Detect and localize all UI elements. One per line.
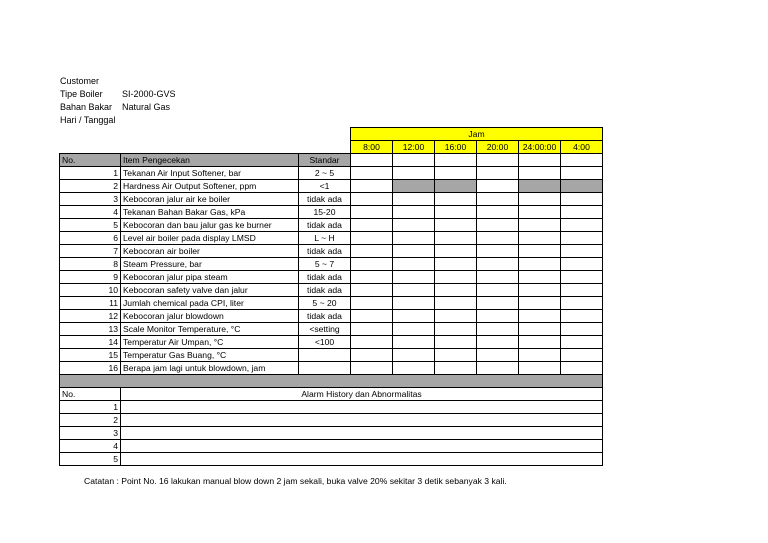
check-cell[interactable] [351, 310, 393, 323]
table-row [60, 245, 603, 258]
check-cell[interactable] [435, 245, 477, 258]
row-standar: tidak ada [299, 245, 351, 258]
check-cell[interactable] [435, 271, 477, 284]
row-no: 4 [60, 206, 121, 219]
check-cell [561, 180, 603, 193]
check-cell[interactable] [435, 310, 477, 323]
row-no: 3 [60, 193, 121, 206]
check-cell[interactable] [393, 154, 435, 167]
check-cell[interactable] [561, 362, 603, 375]
check-cell[interactable] [561, 336, 603, 349]
check-table [59, 127, 603, 466]
check-cell[interactable] [393, 310, 435, 323]
check-cell[interactable] [477, 180, 519, 193]
row-standar: 2 ~ 5 [299, 167, 351, 180]
hari-tanggal-row [60, 114, 122, 127]
col-item-header: Item Pengecekan [121, 154, 299, 167]
check-cell[interactable] [561, 271, 603, 284]
row-no: 6 [60, 232, 121, 245]
alarm-row-no: 3 [60, 427, 121, 440]
row-no: 10 [60, 284, 121, 297]
col-standar-header: Standar [299, 154, 351, 167]
table-row [60, 271, 603, 284]
row-standar: tidak ada [299, 219, 351, 232]
check-cell[interactable] [561, 193, 603, 206]
separator-row [60, 375, 603, 388]
check-cell[interactable] [351, 336, 393, 349]
bahan-bakar-label: Bahan Bakar [60, 102, 113, 112]
empty-cell [121, 141, 299, 154]
check-cell[interactable] [351, 180, 393, 193]
empty-cell [60, 141, 121, 154]
alarm-header-row [60, 388, 603, 401]
check-cell[interactable] [519, 206, 561, 219]
check-cell[interactable] [477, 310, 519, 323]
check-cell[interactable] [351, 323, 393, 336]
bahan-bakar-row [60, 101, 170, 114]
row-item: Kebocoran dan bau jalur gas ke burner [121, 219, 299, 232]
check-cell[interactable] [435, 323, 477, 336]
row-item: Tekanan Bahan Bakar Gas, kPa [121, 206, 299, 219]
col-no-header: No. [60, 154, 121, 167]
check-cell[interactable] [519, 323, 561, 336]
check-cell[interactable] [561, 245, 603, 258]
check-cell[interactable] [393, 323, 435, 336]
check-cell[interactable] [519, 154, 561, 167]
row-standar: tidak ada [299, 193, 351, 206]
row-no: 11 [60, 297, 121, 310]
row-no: 9 [60, 271, 121, 284]
check-cell[interactable] [561, 310, 603, 323]
column-header-row [60, 154, 603, 167]
check-cell[interactable] [519, 336, 561, 349]
check-cell[interactable] [477, 258, 519, 271]
check-cell[interactable] [519, 167, 561, 180]
table-row [60, 297, 603, 310]
row-item: Temperatur Air Umpan, °C [121, 336, 299, 349]
row-no: 15 [60, 349, 121, 362]
row-standar: 5 ~ 20 [299, 297, 351, 310]
customer-label: Customer [60, 76, 100, 86]
check-cell[interactable] [477, 323, 519, 336]
check-cell[interactable] [519, 271, 561, 284]
row-no: 1 [60, 167, 121, 180]
row-standar: 5 ~ 7 [299, 258, 351, 271]
check-cell[interactable] [519, 349, 561, 362]
check-cell[interactable] [435, 297, 477, 310]
alarm-entry-cell[interactable] [121, 440, 603, 453]
check-cell[interactable] [435, 284, 477, 297]
check-cell[interactable] [393, 167, 435, 180]
row-no: 13 [60, 323, 121, 336]
row-item: Kebocoran air boiler [121, 245, 299, 258]
check-cell[interactable] [351, 271, 393, 284]
alarm-entry-cell[interactable] [121, 414, 603, 427]
check-cell[interactable] [393, 219, 435, 232]
check-cell [519, 180, 561, 193]
check-cell[interactable] [561, 206, 603, 219]
alarm-row-no: 4 [60, 440, 121, 453]
row-standar: <100 [299, 336, 351, 349]
time-header: 20:00 [477, 141, 519, 154]
row-item: Jumlah chemical pada CPI, liter [121, 297, 299, 310]
check-cell[interactable] [435, 336, 477, 349]
row-item: Scale Monitor Temperature, °C [121, 323, 299, 336]
check-cell[interactable] [351, 362, 393, 375]
time-header: 12:00 [393, 141, 435, 154]
alarm-entry-cell[interactable] [121, 401, 603, 414]
check-cell[interactable] [393, 271, 435, 284]
check-cell[interactable] [435, 362, 477, 375]
row-standar: 15-20 [299, 206, 351, 219]
row-no: 8 [60, 258, 121, 271]
row-item: Temperatur Gas Buang, °C [121, 349, 299, 362]
check-cell[interactable] [477, 349, 519, 362]
check-cell[interactable] [435, 206, 477, 219]
check-cell[interactable] [435, 232, 477, 245]
check-cell[interactable] [519, 258, 561, 271]
alarm-row [60, 401, 603, 414]
row-no: 5 [60, 219, 121, 232]
check-cell[interactable] [393, 349, 435, 362]
alarm-entry-cell[interactable] [121, 427, 603, 440]
check-cell[interactable] [477, 297, 519, 310]
check-cell[interactable] [561, 258, 603, 271]
check-cell[interactable] [561, 297, 603, 310]
check-cell[interactable] [477, 232, 519, 245]
tipe-boiler-value: SI-2000-GVS [122, 89, 176, 99]
alarm-row-no: 2 [60, 414, 121, 427]
check-cell[interactable] [477, 219, 519, 232]
check-cell[interactable] [393, 232, 435, 245]
check-cell[interactable] [519, 232, 561, 245]
alarm-no-header: No. [60, 388, 121, 401]
check-cell[interactable] [351, 206, 393, 219]
check-cell[interactable] [561, 154, 603, 167]
check-cell[interactable] [561, 349, 603, 362]
check-cell[interactable] [477, 271, 519, 284]
row-item: Kebocoran jalur blowdown [121, 310, 299, 323]
row-item: Kebocoran jalur air ke boiler [121, 193, 299, 206]
check-cell[interactable] [561, 219, 603, 232]
row-standar: tidak ada [299, 284, 351, 297]
empty-cell [299, 128, 351, 141]
check-cell[interactable] [351, 193, 393, 206]
check-cell[interactable] [561, 323, 603, 336]
check-cell[interactable] [351, 297, 393, 310]
empty-cell [60, 128, 121, 141]
check-cell[interactable] [435, 258, 477, 271]
check-cell[interactable] [351, 245, 393, 258]
time-header-row [60, 141, 603, 154]
check-cell [435, 180, 477, 193]
check-cell[interactable] [393, 284, 435, 297]
check-cell[interactable] [351, 232, 393, 245]
table-row [60, 180, 603, 193]
time-header: 8:00 [351, 141, 393, 154]
tipe-boiler-label: Tipe Boiler [60, 89, 103, 99]
check-cell[interactable] [519, 310, 561, 323]
check-cell[interactable] [393, 206, 435, 219]
table-row [60, 284, 603, 297]
table-row [60, 232, 603, 245]
check-cell[interactable] [519, 362, 561, 375]
row-no: 14 [60, 336, 121, 349]
check-cell[interactable] [519, 245, 561, 258]
check-cell[interactable] [435, 193, 477, 206]
table-row [60, 310, 603, 323]
table-row [60, 362, 603, 375]
row-standar: <1 [299, 180, 351, 193]
row-standar: tidak ada [299, 310, 351, 323]
check-cell[interactable] [351, 219, 393, 232]
row-standar: L ~ H [299, 232, 351, 245]
check-cell[interactable] [351, 167, 393, 180]
table-row [60, 323, 603, 336]
table-row [60, 219, 603, 232]
separator-bar [60, 375, 603, 388]
check-cell[interactable] [477, 336, 519, 349]
row-no: 12 [60, 310, 121, 323]
check-cell[interactable] [561, 284, 603, 297]
row-no: 7 [60, 245, 121, 258]
row-item: Berapa jam lagi untuk blowdown, jam [121, 362, 299, 375]
row-item: Level air boiler pada display LMSD [121, 232, 299, 245]
row-no: 2 [60, 180, 121, 193]
time-header: 16:00 [435, 141, 477, 154]
row-item: Hardness Air Output Softener, ppm [121, 180, 299, 193]
check-cell[interactable] [351, 258, 393, 271]
check-cell[interactable] [561, 167, 603, 180]
empty-cell [121, 128, 299, 141]
alarm-title: Alarm History dan Abnormalitas [121, 388, 603, 401]
row-standar [299, 349, 351, 362]
table-row [60, 349, 603, 362]
alarm-row [60, 440, 603, 453]
catatan-note: Catatan : Point No. 16 lakukan manual blow down 2 jam sekali, buka valve 20% sekitar 3 detik sebanyak 3 kali. [84, 476, 507, 486]
check-cell[interactable] [351, 284, 393, 297]
row-item: Tekanan Air Input Softener, bar [121, 167, 299, 180]
jam-header-row [60, 128, 603, 141]
check-cell[interactable] [519, 219, 561, 232]
check-cell[interactable] [435, 154, 477, 167]
check-cell[interactable] [519, 193, 561, 206]
check-cell[interactable] [477, 154, 519, 167]
row-standar [299, 362, 351, 375]
empty-cell [299, 141, 351, 154]
check-cell[interactable] [393, 336, 435, 349]
alarm-row [60, 453, 603, 466]
table-row [60, 258, 603, 271]
alarm-row-no: 1 [60, 401, 121, 414]
bahan-bakar-value: Natural Gas [122, 102, 171, 112]
time-header: 24:00:00 [519, 141, 561, 154]
table-row [60, 167, 603, 180]
table-row [60, 206, 603, 219]
alarm-row [60, 414, 603, 427]
check-cell[interactable] [435, 219, 477, 232]
check-cell[interactable] [393, 297, 435, 310]
jam-label: Jam [351, 128, 603, 141]
time-header: 4:00 [561, 141, 603, 154]
row-no: 16 [60, 362, 121, 375]
check-cell[interactable] [477, 245, 519, 258]
check-cell[interactable] [393, 362, 435, 375]
table-row [60, 336, 603, 349]
check-cell[interactable] [435, 349, 477, 362]
check-cell[interactable] [561, 232, 603, 245]
row-item: Kebocoran safety valve dan jalur [121, 284, 299, 297]
alarm-row-no: 5 [60, 453, 121, 466]
check-cell[interactable] [393, 258, 435, 271]
table-row [60, 193, 603, 206]
check-cell [393, 180, 435, 193]
check-cell[interactable] [393, 245, 435, 258]
check-cell[interactable] [477, 167, 519, 180]
check-cell[interactable] [393, 193, 435, 206]
check-cell[interactable] [351, 349, 393, 362]
alarm-entry-cell[interactable] [121, 453, 603, 466]
check-cell[interactable] [519, 297, 561, 310]
row-item: Steam Pressure, bar [121, 258, 299, 271]
row-standar: tidak ada [299, 271, 351, 284]
check-cell[interactable] [477, 193, 519, 206]
customer-row [60, 75, 122, 88]
check-cell[interactable] [477, 284, 519, 297]
row-item: Kebocoran jalur pipa steam [121, 271, 299, 284]
check-cell[interactable] [477, 362, 519, 375]
check-cell[interactable] [519, 284, 561, 297]
row-standar: <setting [299, 323, 351, 336]
check-cell[interactable] [477, 206, 519, 219]
check-cell[interactable] [435, 167, 477, 180]
tipe-boiler-row [60, 88, 176, 101]
check-cell[interactable] [351, 154, 393, 167]
alarm-row [60, 427, 603, 440]
hari-tanggal-label: Hari / Tanggal [60, 115, 116, 125]
